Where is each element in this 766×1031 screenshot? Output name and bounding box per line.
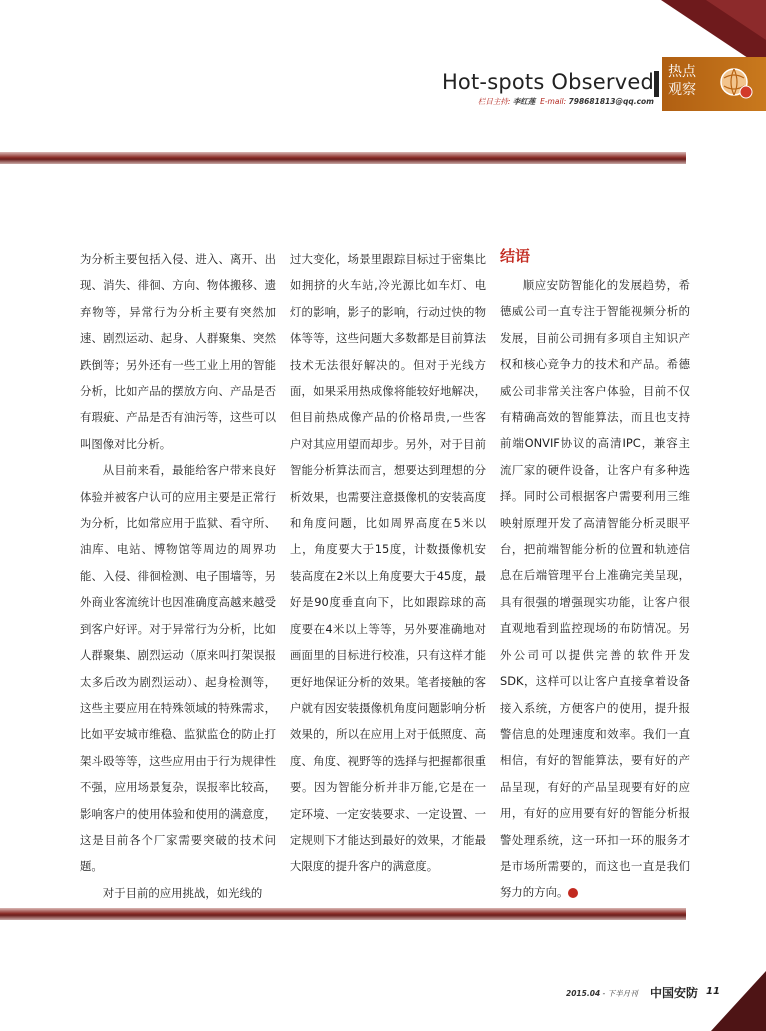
editor-email: 798681813@qq.com [568, 97, 654, 106]
email-label: E-mail: [540, 97, 567, 106]
page-number: 11 [706, 986, 720, 997]
badge-text [668, 63, 708, 99]
corner-decoration-bottom [711, 971, 766, 1031]
top-divider [0, 152, 686, 164]
end-mark-icon: S [568, 888, 578, 898]
corner-decoration-top-inner [706, 0, 766, 40]
section-badge [662, 57, 766, 111]
col2-paragraph-1: 过大变化，场景里跟踪目标过于密集比如拥挤的火车站,冷光源比如车灯、电灯的影响，影子的影响，行动过快的物体等等，这些问题大多数都是目前算法技术无法很好解决的。但对于光线方面，如果采用热成像将能较好地解决，但目前热成像产品的价格昂贵,一些客户对其应用望而却步。另外，对于目前智能分析算法而言，想要达到理想的分析效果，也需要注意摄像机的安装高度和角度问题，比如周界高度在5米以上，角度要大于15度，计数摄像机安装高度在2米以上角度要大于45度，最好是90度垂直向下，比如跟踪球的高度要在4米以上等等，另外要准确地对画面里的目标进行校准，只有这样才能更好地保证分析的效果。笔者接触的客户就有因安装摄像机角度问题影响分析效果的，所以在应用上对于低照度、高度、角度、视野等的选择与把握都很重要。因为智能分析并非万能,它是在一定环境、一定安装要求、一定设置、一定规则下才能达到最好的效果，才能最大限度的提升客户的满意度。 [290, 252, 486, 874]
column-3 [500, 246, 690, 906]
footer-issue: 2015.04 - 下半月刊 [566, 989, 638, 998]
section-title: Hot-spots Observed [441, 70, 654, 94]
editor-name: 李红莲 [512, 97, 536, 106]
bottom-divider [0, 908, 686, 920]
conclusion-paragraph [500, 272, 690, 906]
magazine-logo: 中国安防 [650, 986, 699, 1000]
badge-line-2: 观察 [668, 82, 696, 98]
column-1 [80, 246, 276, 906]
globe-icon [716, 62, 756, 102]
editor-label: 栏目主持: [477, 97, 511, 106]
section-editor-line [478, 96, 654, 107]
conclusion-heading: 结语 [500, 247, 531, 265]
title-separator [654, 71, 659, 97]
badge-line-1: 热点 [668, 64, 696, 80]
issue-suffix: 下半月刊 [607, 989, 638, 998]
col1-paragraph-1: 为分析主要包括入侵、进入、离开、出现、消失、徘徊、方向、物体搬移、遗弃物等，异常行为分析主要有突然加速、剧烈运动、起身、人群聚集、突然跌倒等；另外还有一些工业上用的智能分析，比如产品的摆放方向、产品是否有瑕疵、产品是否有油污等，这些可以叫图像对比分析。 [80, 252, 276, 451]
col1-paragraph-2: 从目前来看，最能给客户带来良好体验并被客户认可的应用主要是正常行为分析，比如常应用于监狱、看守所、油库、电站、博物馆等周边的周界功能、入侵、徘徊检测、电子围墙等，另外商业客流统计也因准确度高越来越受到客户好评。对于异常行为分析，比如人群聚集、剧烈运动（原来叫打架误报太多后改为剧烈运动）、起身检测等，这些主要应用在特殊领域的特殊需求，比如平安城市维稳、监狱监仓的防止打架斗殴等等，这些应用由于行为规律性不强，应用场景复杂，误报率比较高，影响客户的使用体验和使用的满意度，这是目前各个厂家需要突破的技术问题。 [80, 463, 276, 874]
conclusion-text: 顺应安防智能化的发展趋势，希德威公司一直专注于智能视频分析的发展，目前公司拥有多项自主知识产权和核心竞争力的技术和产品。希德威公司非常关注客户体验，目前不仅有精确高效的智能算法，而且也支持前端ONVIF协议的高清IPC，兼容主流厂家的硬件设备，让客户有多种选择。同时公司根据客户需要利用三维映射原理开发了高清智能分析灵眼平台，把前端智能分析的位置和轨迹信息在后端管理平台上准确完美呈现，具有很强的增强现实功能，让客户很直观地看到监控现场的布防情况。另外公司可以提供完善的软件开发SDK，这样可以让客户直接拿着设备接入系统，方便客户的使用，提升报警信息的处理速度和效率。我们一直相信，有好的智能算法，要有好的产品呈现，有好的产品呈现要有好的应用，有好的应用要有好的智能分析报警处理系统，这一环扣一环的服务才是市场所需要的，而这也一直是我们努力的方向。 [500, 278, 690, 900]
issue-date: 2015.04 [566, 989, 601, 998]
col1-paragraph-3: 对于目前的应用挑战，如光线的 [102, 885, 263, 900]
column-2 [290, 246, 486, 880]
